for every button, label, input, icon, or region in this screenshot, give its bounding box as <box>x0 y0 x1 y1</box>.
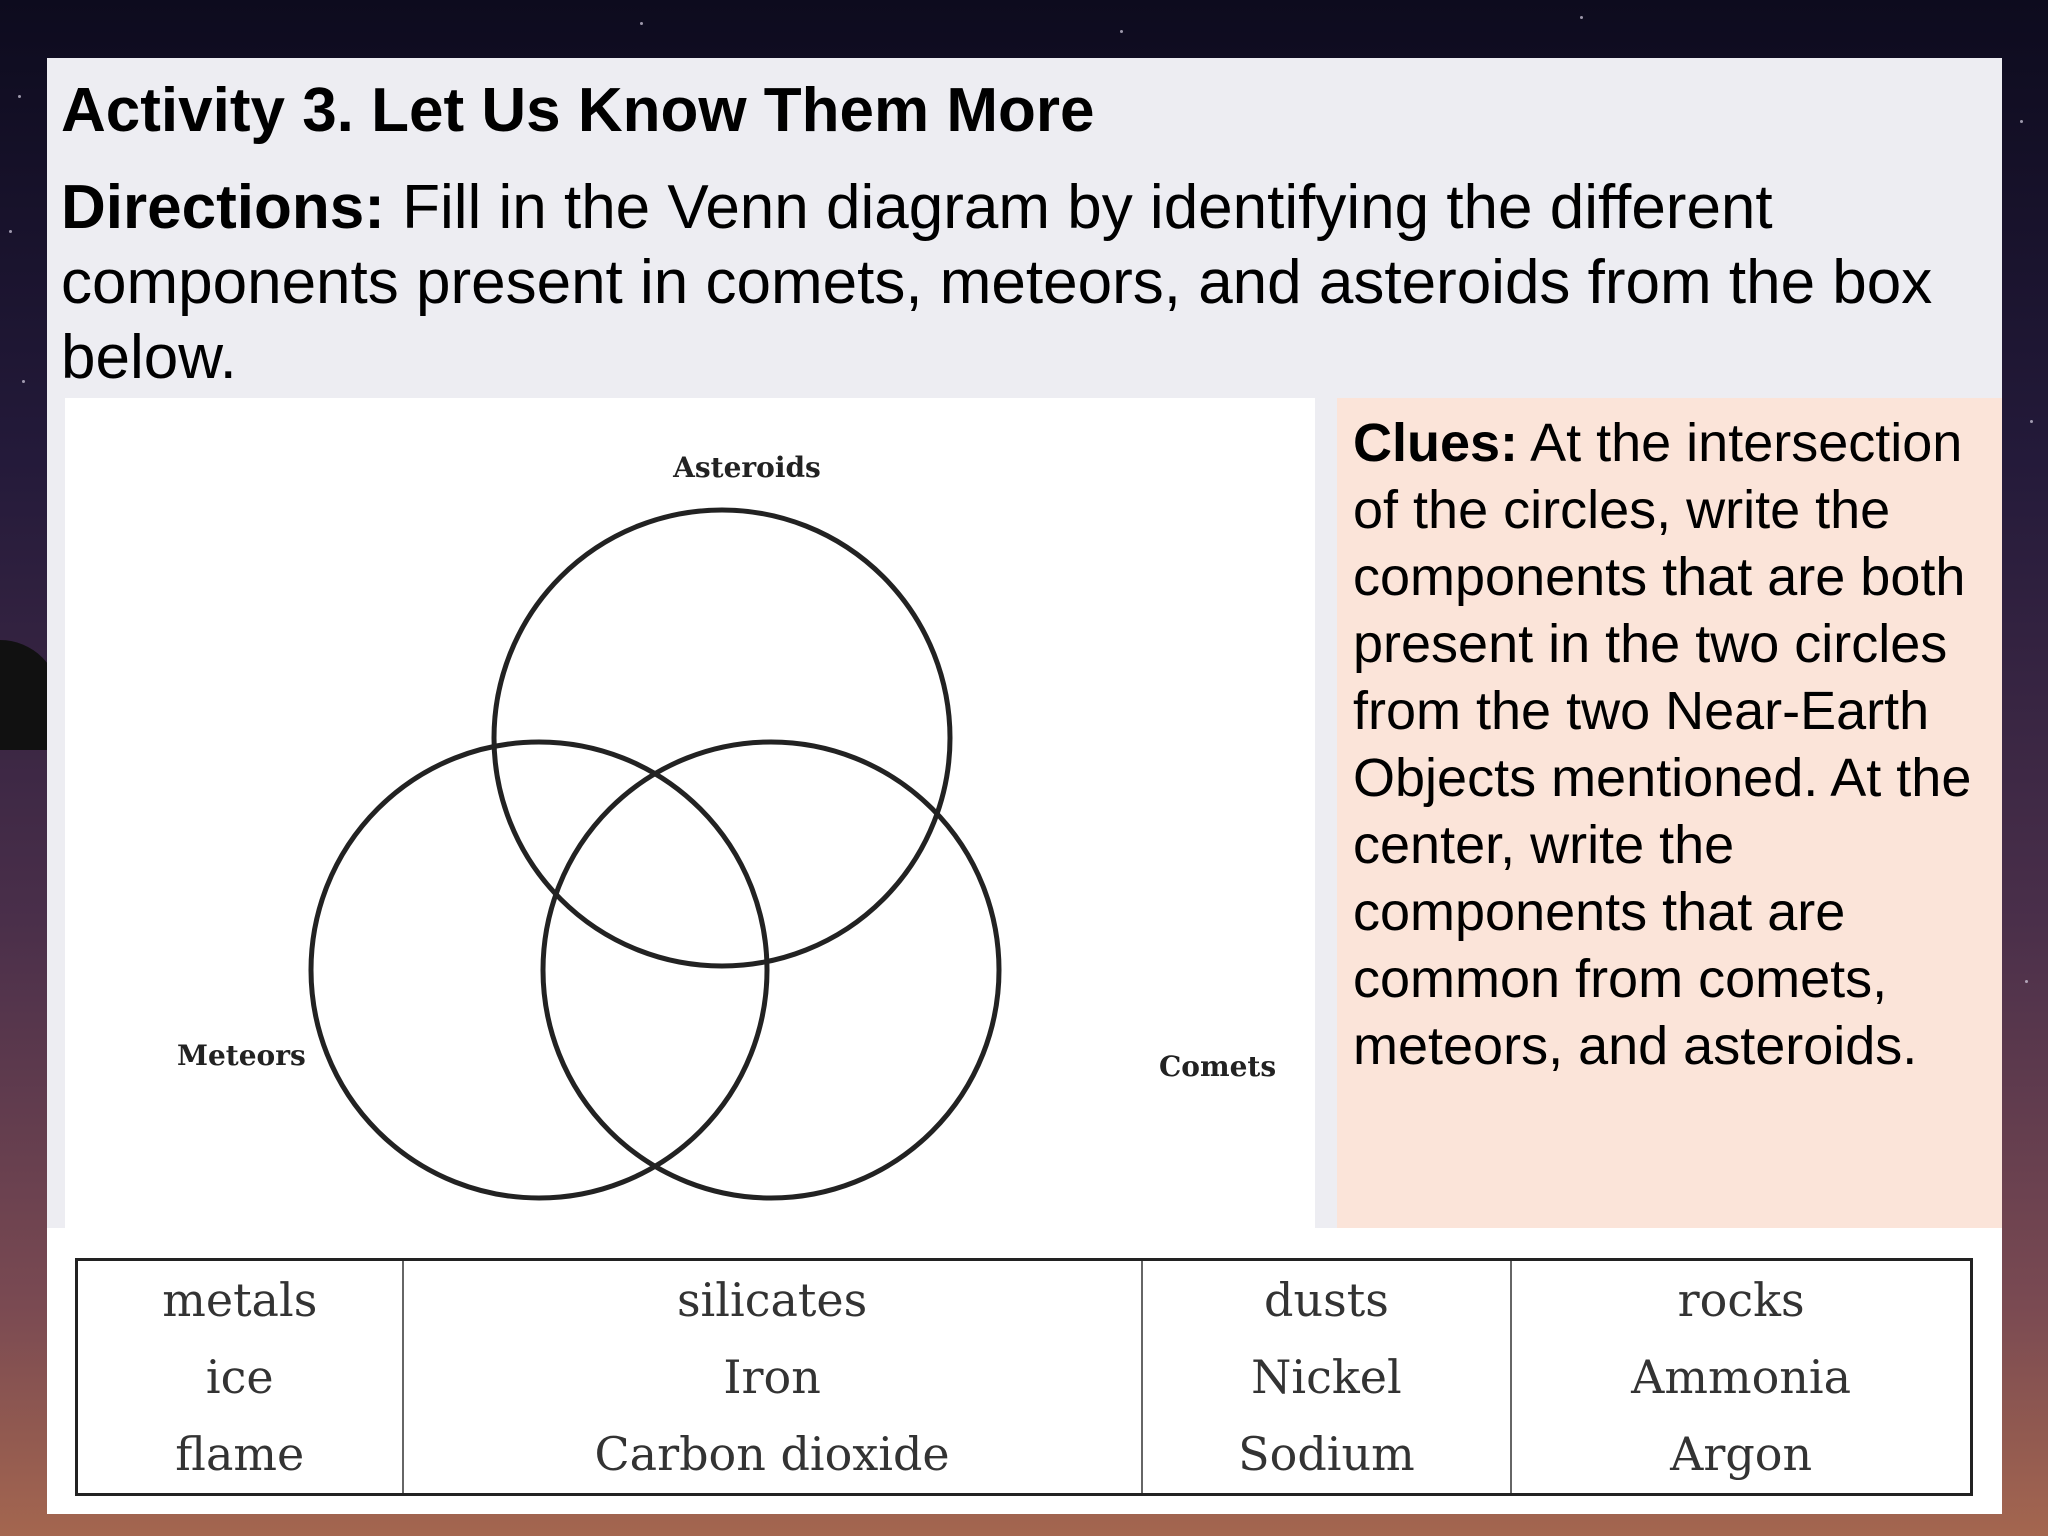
component-cell: dusts <box>1142 1260 1512 1339</box>
table-row <box>77 1260 1972 1339</box>
component-cell: Nickel <box>1142 1338 1512 1415</box>
component-cell: Carbon dioxide <box>403 1416 1142 1495</box>
star <box>18 95 21 98</box>
component-cell: ice <box>205 1349 274 1404</box>
component-cell: rocks <box>1511 1260 1971 1339</box>
star <box>1580 16 1583 19</box>
star <box>9 230 12 233</box>
page-title: Activity 3. Let Us Know Them More <box>61 76 1095 145</box>
star <box>1120 30 1123 33</box>
venn-diagram <box>65 398 1315 1233</box>
table-row <box>77 1338 1972 1415</box>
component-cell: Iron <box>403 1338 1142 1415</box>
directions-body: Fill in the Venn diagram by identifying the different components present in comets, meteors, and asteroids from the box below. <box>61 173 1933 392</box>
star <box>2020 120 2023 123</box>
clues-label: Clues: <box>1353 413 1519 473</box>
asteroids-circle <box>494 510 950 966</box>
comets-circle <box>543 742 999 1198</box>
component-cell: silicates <box>403 1260 1142 1339</box>
star <box>2030 420 2033 423</box>
component-cell: metals <box>162 1272 318 1327</box>
table-row <box>77 1416 1972 1495</box>
clues-panel <box>1337 398 2002 1233</box>
component-cell: Ammonia <box>1511 1338 1971 1415</box>
meteors-circle <box>311 742 767 1198</box>
components-box <box>47 1228 2002 1514</box>
comets-label: Comets <box>1159 1050 1277 1083</box>
star <box>22 380 25 383</box>
star <box>640 22 643 25</box>
component-cell: flame <box>175 1427 305 1482</box>
asteroids-label: Asteroids <box>673 451 821 484</box>
venn-diagram-panel <box>65 398 1315 1233</box>
directions-text <box>61 170 1991 395</box>
star <box>2025 980 2028 983</box>
component-cell: Sodium <box>1142 1416 1512 1495</box>
clues-text: At the intersection of the circles, write the components that are both present in the two circles from the two Near-Earth Objects mentioned. At the center, write the components that are common from comets, meteors, and asteroids. <box>1353 413 1972 1076</box>
components-table <box>75 1258 1973 1496</box>
meteors-label: Meteors <box>177 1039 306 1072</box>
activity-slide <box>47 58 2002 1514</box>
directions-label: Directions: <box>61 173 385 242</box>
component-cell: Argon <box>1511 1416 1971 1495</box>
